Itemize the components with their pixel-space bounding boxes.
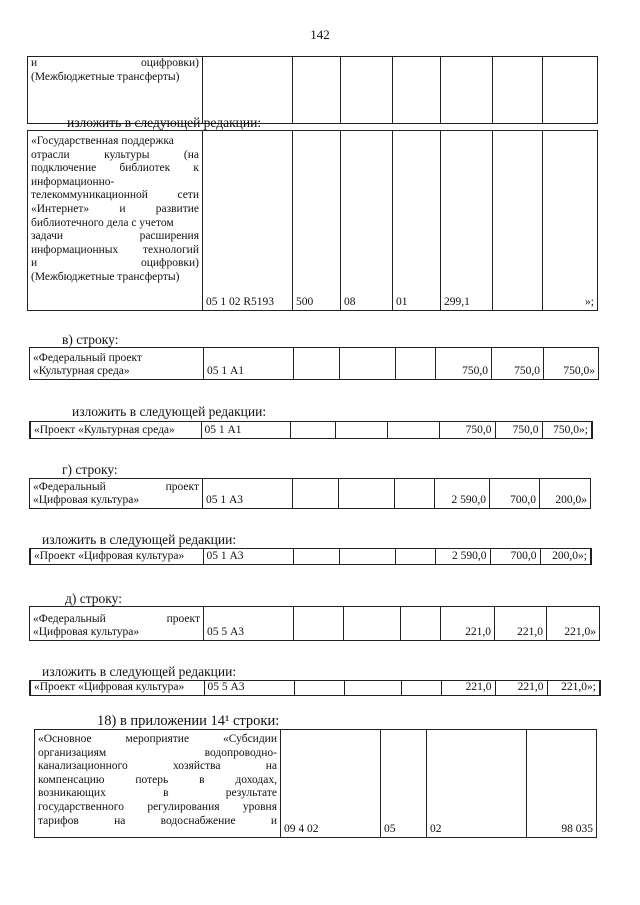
budget-table-digital-culture-2-new (29, 680, 601, 696)
page-number: 142 (310, 27, 330, 42)
row-description: «Проект «Цифровая культура» (30, 681, 204, 696)
desc-line: и оцифровки) (31, 257, 199, 270)
cell (387, 422, 439, 439)
cell (294, 681, 344, 696)
section-heading: 18) в приложении 14¹ строки: (97, 713, 280, 729)
budget-table-federal-culture-env (29, 347, 599, 380)
rz-code: 08 (341, 131, 393, 311)
pr-code: 01 (393, 131, 441, 311)
amount-3: »; (543, 131, 598, 311)
csr-code: 05 5 А3 (204, 681, 294, 696)
budget-table-appendix-14-1 (34, 729, 597, 838)
amount: 98 035 (527, 730, 597, 838)
cell (395, 549, 435, 565)
section-heading: в) строку: (62, 332, 119, 347)
amount-3: 200,0» (540, 479, 591, 509)
desc-line: канализационного хозяйства на (38, 760, 277, 773)
desc-line: компенсацию потерь в доходах, (38, 773, 277, 786)
row-description (28, 57, 203, 124)
cell (293, 549, 339, 565)
amount-3: 221,0» (547, 607, 600, 641)
amount-1: 299,1 (441, 131, 493, 311)
amount-1: 750,0 (436, 348, 492, 380)
amount-2: 750,0 (492, 348, 544, 380)
cell (395, 479, 435, 509)
row-description: «Проект «Цифровая культура» (30, 549, 203, 565)
desc-line: тарифов на водоснабжение и (38, 814, 277, 827)
budget-table-federal-digital-culture (29, 478, 591, 509)
row-description: «Проект «Культурная среда» (30, 422, 201, 439)
cell (344, 607, 401, 641)
csr-code: 09 4 02 (281, 730, 381, 838)
desc-line: «Цифровая культура» (33, 494, 140, 507)
cell (341, 57, 393, 124)
cell (203, 57, 293, 124)
csr-code: 05 5 А3 (204, 607, 294, 641)
desc-line: «Интернет» и развитие (31, 202, 199, 215)
budget-table-federal-digital-culture-2 (29, 606, 600, 641)
amount-1: 2 590,0 (435, 479, 490, 509)
desc-line: организациям водопроводно- (38, 746, 277, 759)
cell (401, 681, 441, 696)
desc-line: возникающих в результате (38, 787, 277, 800)
cell (294, 348, 340, 380)
cell (493, 57, 543, 124)
desc-line: «Федеральный проект (33, 480, 199, 493)
desc-line: «Государственная поддержка (31, 135, 174, 147)
desc-line: информационно- (31, 175, 115, 188)
cell (339, 549, 395, 565)
amount-3: 200,0»; (540, 549, 591, 565)
budget-table-digital-culture-new (29, 548, 592, 565)
cell (401, 607, 441, 641)
desc-line: отрасли культуры (на (31, 148, 199, 161)
amount-2: 700,0 (490, 549, 540, 565)
desc-line: (Межбюджетные трансферты) (31, 70, 180, 83)
amount-2 (493, 131, 543, 311)
desc-line: «Цифровая культура» (33, 626, 140, 639)
budget-table-continuation (27, 56, 598, 124)
rz-code: 05 (381, 730, 427, 838)
amount-2: 221,0 (495, 681, 547, 696)
cell (339, 479, 395, 509)
budget-table-culture-env-new (29, 421, 593, 439)
row-description (30, 607, 204, 641)
amount-2: 700,0 (490, 479, 540, 509)
amount-1: 221,0 (441, 681, 495, 696)
desc-line: «Федеральный проект (33, 351, 142, 364)
amount-2: 221,0 (495, 607, 547, 641)
desc-line: и оцифровки) (31, 57, 199, 69)
cell (441, 57, 493, 124)
amount-1: 221,0 (441, 607, 495, 641)
csr-code: 05 1 А3 (203, 479, 293, 509)
section-heading: изложить в следующей редакции: (72, 404, 267, 419)
amount-1: 750,0 (439, 422, 495, 439)
row-description (35, 730, 281, 838)
cell (344, 681, 401, 696)
cell (543, 57, 598, 124)
vr-code: 500 (293, 131, 341, 311)
section-heading: д) строку: (65, 591, 122, 606)
desc-line: задачи расширения (31, 230, 199, 243)
cell (294, 607, 344, 641)
csr-code: 05 1 А1 (201, 422, 290, 439)
amount-3: 221,0»; (547, 681, 600, 696)
section-heading: изложить в следующей редакции: (42, 664, 237, 679)
section-heading: изложить в следующей редакции: (42, 532, 237, 547)
section-heading: изложить в следующей редакции: (67, 115, 262, 130)
csr-code: 05 1 А1 (204, 348, 294, 380)
amount-1: 2 590,0 (435, 549, 490, 565)
row-description (28, 131, 203, 311)
desc-line: информационных технологий (31, 243, 199, 256)
cell (396, 348, 436, 380)
desc-line: «Федеральный проект (33, 612, 200, 625)
amount-3: 750,0»; (542, 422, 592, 439)
budget-table-new-wording (27, 130, 598, 311)
cell (335, 422, 387, 439)
amount-2: 750,0 (495, 422, 542, 439)
row-description (30, 348, 204, 380)
cell (290, 422, 335, 439)
desc-line: «Культурная среда» (33, 365, 130, 378)
desc-line: библиотечного дела с учетом (31, 216, 174, 229)
desc-line: телекоммуникационной сети (31, 189, 199, 202)
section-heading: г) строку: (62, 462, 118, 477)
desc-line: (Межбюджетные трансферты) (31, 270, 180, 283)
csr-code: 05 1 02 R5193 (203, 131, 293, 311)
desc-line: государственного регулирования уровня (38, 800, 277, 813)
desc-line: подключение библиотек к (31, 162, 199, 175)
cell (293, 479, 339, 509)
desc-line: «Основное мероприятие «Субсидии (38, 733, 277, 745)
cell (340, 348, 396, 380)
cell (393, 57, 441, 124)
cell (293, 57, 341, 124)
amount-3: 750,0» (544, 348, 599, 380)
csr-code: 05 1 А3 (203, 549, 293, 565)
row-description (30, 479, 203, 509)
pr-code: 02 (427, 730, 527, 838)
